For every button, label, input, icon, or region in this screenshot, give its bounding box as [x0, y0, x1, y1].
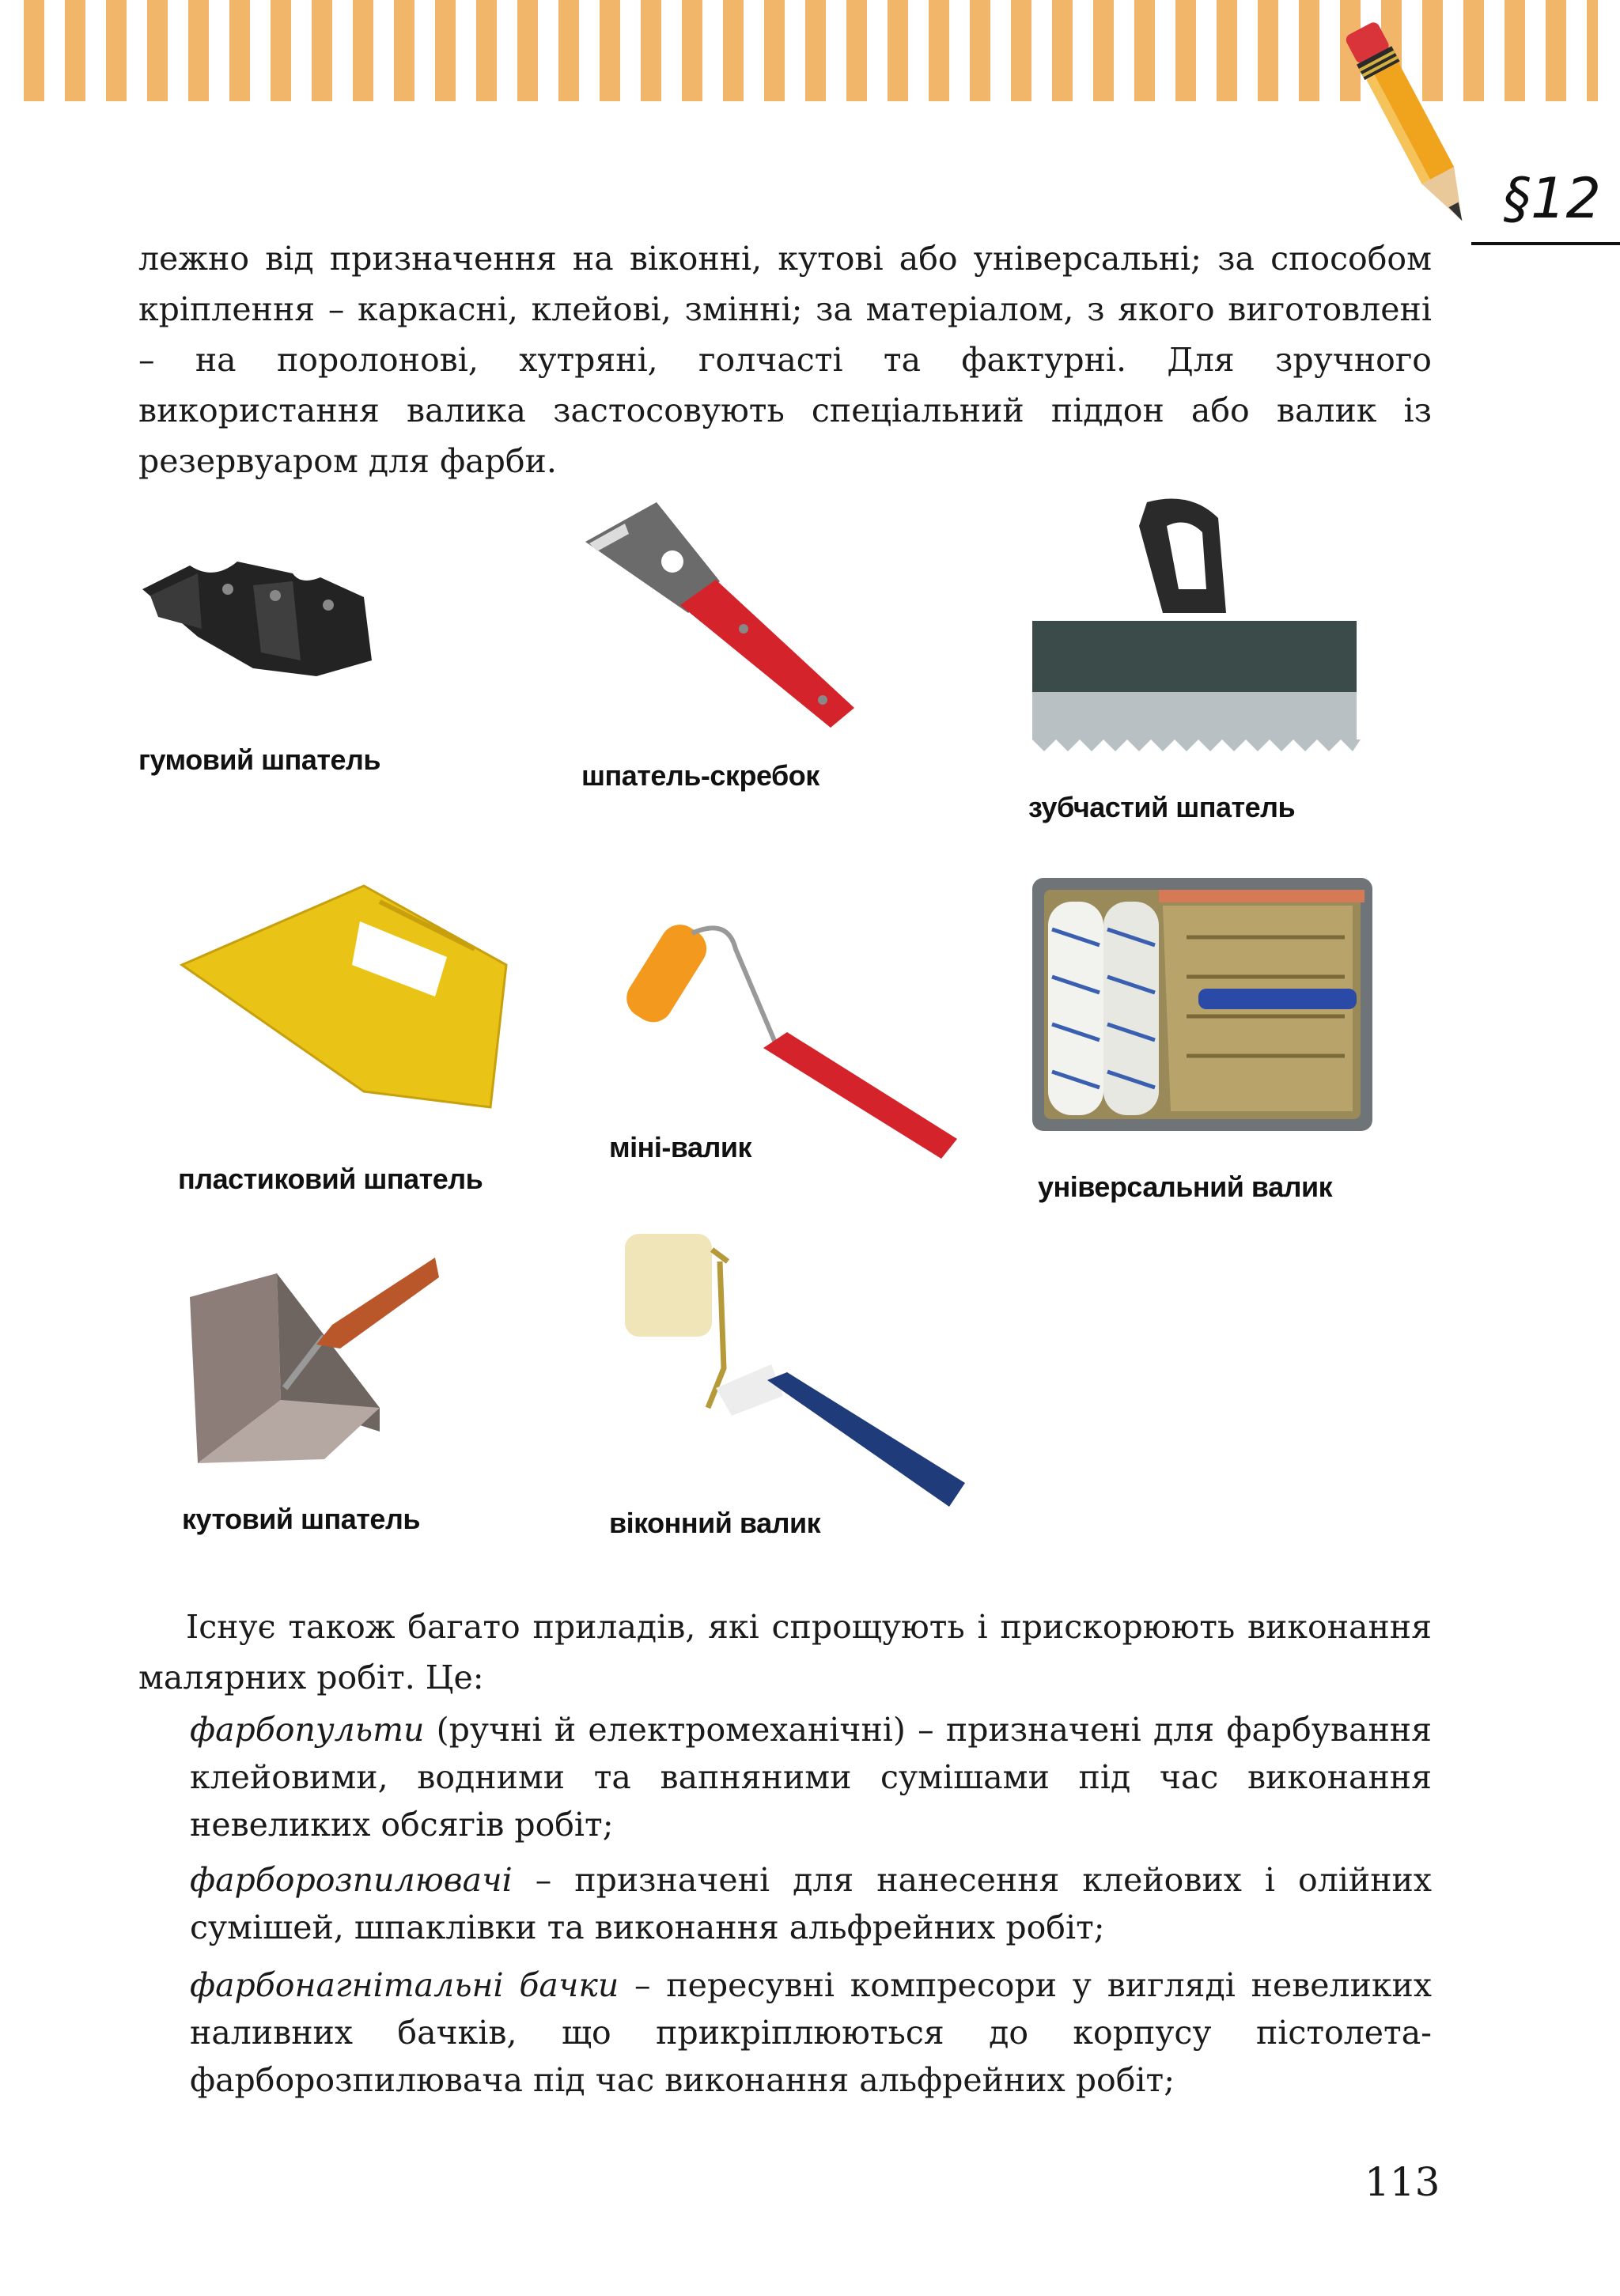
section-underline — [1471, 242, 1620, 245]
list-item — [138, 1856, 1432, 1951]
second-paragraph: Існує також багато приладів, які спрощують і прискорюють виконання малярних робіт. Це: — [138, 1608, 1432, 1696]
list-item-term: фарбопульти — [190, 1711, 425, 1749]
list-item-term: фарборозпилювачі — [190, 1861, 513, 1899]
pencil-icon — [1337, 8, 1487, 245]
caption-mini-roller: міні-валик — [609, 1131, 752, 1163]
caption-plastic-spatula: пластиковий шпатель — [178, 1163, 483, 1195]
intro-paragraph: лежно від призначення на віконні, кутові або універсальні; за способом кріплення – каркасні, клейові, змінні; за матеріалом, з якого виготовлені – на поролонові, хутряні, голчасті та фактурні. Для зручного використання валика застосовують спеціальний піддон або валик із резервуаром для фарби. — [138, 240, 1432, 480]
corner-spatula-icon — [182, 1250, 443, 1471]
spatula-scraper-icon — [577, 486, 862, 739]
mini-roller-icon — [609, 902, 965, 1163]
caption-universal-roller: універсальний валик — [1038, 1171, 1333, 1203]
list-item-text: (ручні й електромеханічні) – призначені для фарбування клейовими, водними та вапняними сумішами під час виконання невеликих обсягів робіт; — [190, 1711, 1432, 1844]
universal-roller-icon — [1028, 874, 1380, 1135]
list-item-text: – призначені для нанесення клейових і олійних сумішей, шпаклівки та виконання альфрейних робіт; — [190, 1861, 1432, 1946]
list-item-text: – пересувні компресори у вигляді невеликих наливних бачків, що прикріплюються до корпусу пістолета-фарборозпилювача під час виконання альфрейних робіт; — [190, 1966, 1432, 2099]
caption-rubber-spatula: гумовий шпатель — [138, 743, 381, 776]
caption-corner-spatula: кутовий шпатель — [182, 1503, 420, 1535]
plastic-spatula-icon — [174, 878, 514, 1115]
page-number: 113 — [1365, 2159, 1440, 2205]
section-number: §12 — [1503, 166, 1602, 231]
notched-spatula-icon — [1020, 494, 1368, 763]
rubber-spatula-icon — [134, 542, 427, 700]
list-item — [138, 1961, 1432, 2104]
caption-spatula-scraper: шпатель-скребок — [581, 759, 819, 792]
window-roller-icon — [613, 1226, 969, 1511]
list-item — [138, 1706, 1432, 1848]
caption-window-roller: віконний валик — [609, 1507, 821, 1539]
caption-notched-spatula: зубчастий шпатель — [1028, 791, 1296, 823]
list-item-term: фарбонагнітальні бачки — [190, 1966, 619, 2004]
